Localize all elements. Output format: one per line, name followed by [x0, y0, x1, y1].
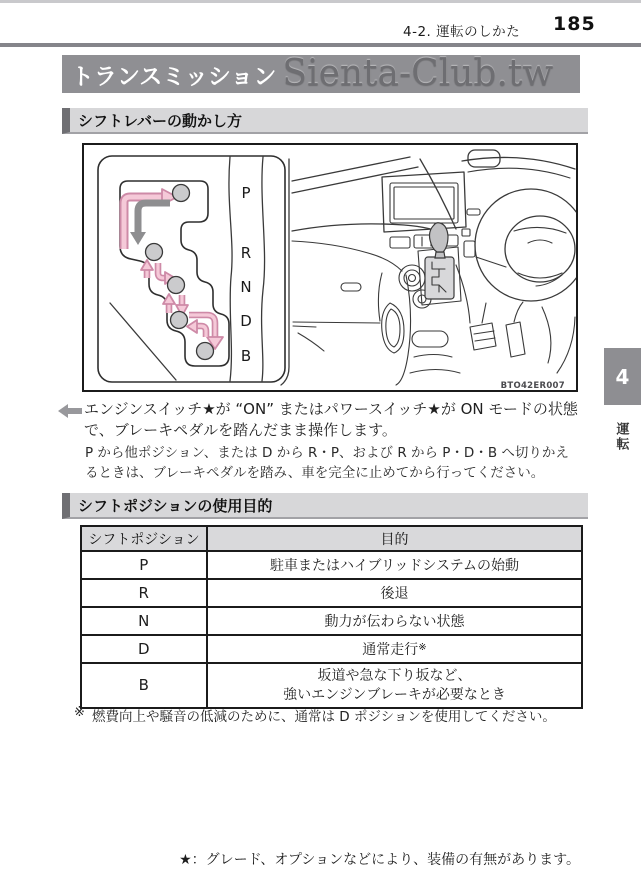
header-rule	[0, 43, 641, 47]
figure-code: BTO42ER007	[500, 381, 565, 390]
gate-plate-chamfer	[110, 303, 176, 380]
cell-position: B	[81, 663, 207, 708]
cell-purpose: 通常走行※	[207, 635, 582, 663]
page-number: 185	[553, 13, 596, 35]
section-heading-shift-purpose	[62, 493, 588, 519]
cell-position: P	[81, 551, 207, 579]
column-header-position: シフトポジション	[81, 526, 207, 551]
page-top-edge	[0, 0, 641, 3]
slot-b	[197, 343, 214, 360]
shift-position-label-d: D	[240, 312, 252, 330]
cell-purpose: 後退	[207, 579, 582, 607]
slot-p	[173, 185, 190, 202]
shift-position-table	[80, 525, 583, 709]
slot-d	[171, 312, 188, 329]
letter-channel-right	[262, 157, 265, 381]
arrow-b-to-d	[187, 320, 206, 337]
table-footnote	[74, 705, 580, 725]
figure-illustration	[84, 145, 576, 390]
footnote-text: 燃費向上や騒音の低減のために、通常は D ポジションを使用してください。	[92, 709, 556, 725]
slot-n	[168, 277, 185, 294]
section-heading-text: シフトポジションの使用目的	[78, 496, 273, 515]
shift-position-label-r: R	[240, 244, 252, 262]
breadcrumb: 4-2. 運転のしかた	[403, 24, 521, 40]
center-display	[382, 172, 466, 232]
bullet-paragraph	[58, 399, 580, 441]
gate-plate-outline	[98, 156, 285, 382]
column-stalks	[462, 209, 480, 257]
table-row	[81, 551, 582, 579]
shift-position-label-n: N	[240, 278, 252, 296]
section-heading-shift-lever	[62, 108, 588, 134]
chapter-tab	[604, 348, 641, 405]
dashboard-illustration	[281, 150, 576, 390]
section-heading-text: シフトレバーの動かし方	[78, 111, 242, 130]
column-lower-line	[456, 265, 470, 323]
glovebox-handle	[341, 283, 361, 291]
chapter-tab-label: 運転	[613, 422, 629, 452]
left-arrow-icon	[58, 403, 84, 422]
figure-box	[82, 143, 578, 392]
pedals	[470, 302, 575, 373]
cell-position: R	[81, 579, 207, 607]
column-header-purpose: 目的	[207, 526, 582, 551]
shift-knob	[430, 223, 449, 252]
slot-r	[146, 244, 163, 261]
shift-position-label-p: P	[241, 184, 251, 202]
table-header-row	[81, 526, 582, 551]
footnote-marker: ※	[74, 705, 85, 720]
cell-purpose: 坂道や急な下り坂など、 強いエンジンブレーキが必要なとき	[207, 663, 582, 708]
chapter-title-bar	[62, 55, 580, 93]
arrow-d-to-n	[163, 294, 175, 313]
arrow-p-to-r	[130, 203, 170, 245]
bullet-text: エンジンスイッチ★が “ON” またはパワースイッチ★が ON モードの状態で、ブレーキペダルを踏んだまま操作します。	[84, 400, 578, 439]
cell-position: N	[81, 607, 207, 635]
cell-purpose: 動力が伝わらない状態	[207, 607, 582, 635]
table-row	[81, 635, 582, 663]
shift-position-letters	[240, 184, 252, 365]
table-row	[81, 663, 582, 708]
table-row	[81, 607, 582, 635]
arrow-r-to-p	[124, 189, 177, 249]
table-row	[81, 579, 582, 607]
watermark: Sienta-Club.tw	[282, 55, 554, 93]
star-footnote: ★：グレード、オプションなどにより、装備の有無があります。	[179, 852, 580, 868]
footnote-ref: ※	[418, 642, 427, 653]
cell-position: D	[81, 635, 207, 663]
shift-position-label-b: B	[240, 347, 252, 365]
chapter-number: 4	[615, 364, 630, 389]
shift-gate-diagram	[98, 156, 285, 382]
cell-purpose: 駐車またはハイブリッドシステムの始動	[207, 551, 582, 579]
page-title: トランスミッション	[71, 63, 277, 90]
steering-wheel	[475, 189, 576, 301]
sub-paragraph: P から他ポジション、または D から R・P、および R から P・D・B へ切りかえるときは、ブレーキペダルを踏み、車を完全に止めてから行ってください。	[85, 445, 569, 481]
